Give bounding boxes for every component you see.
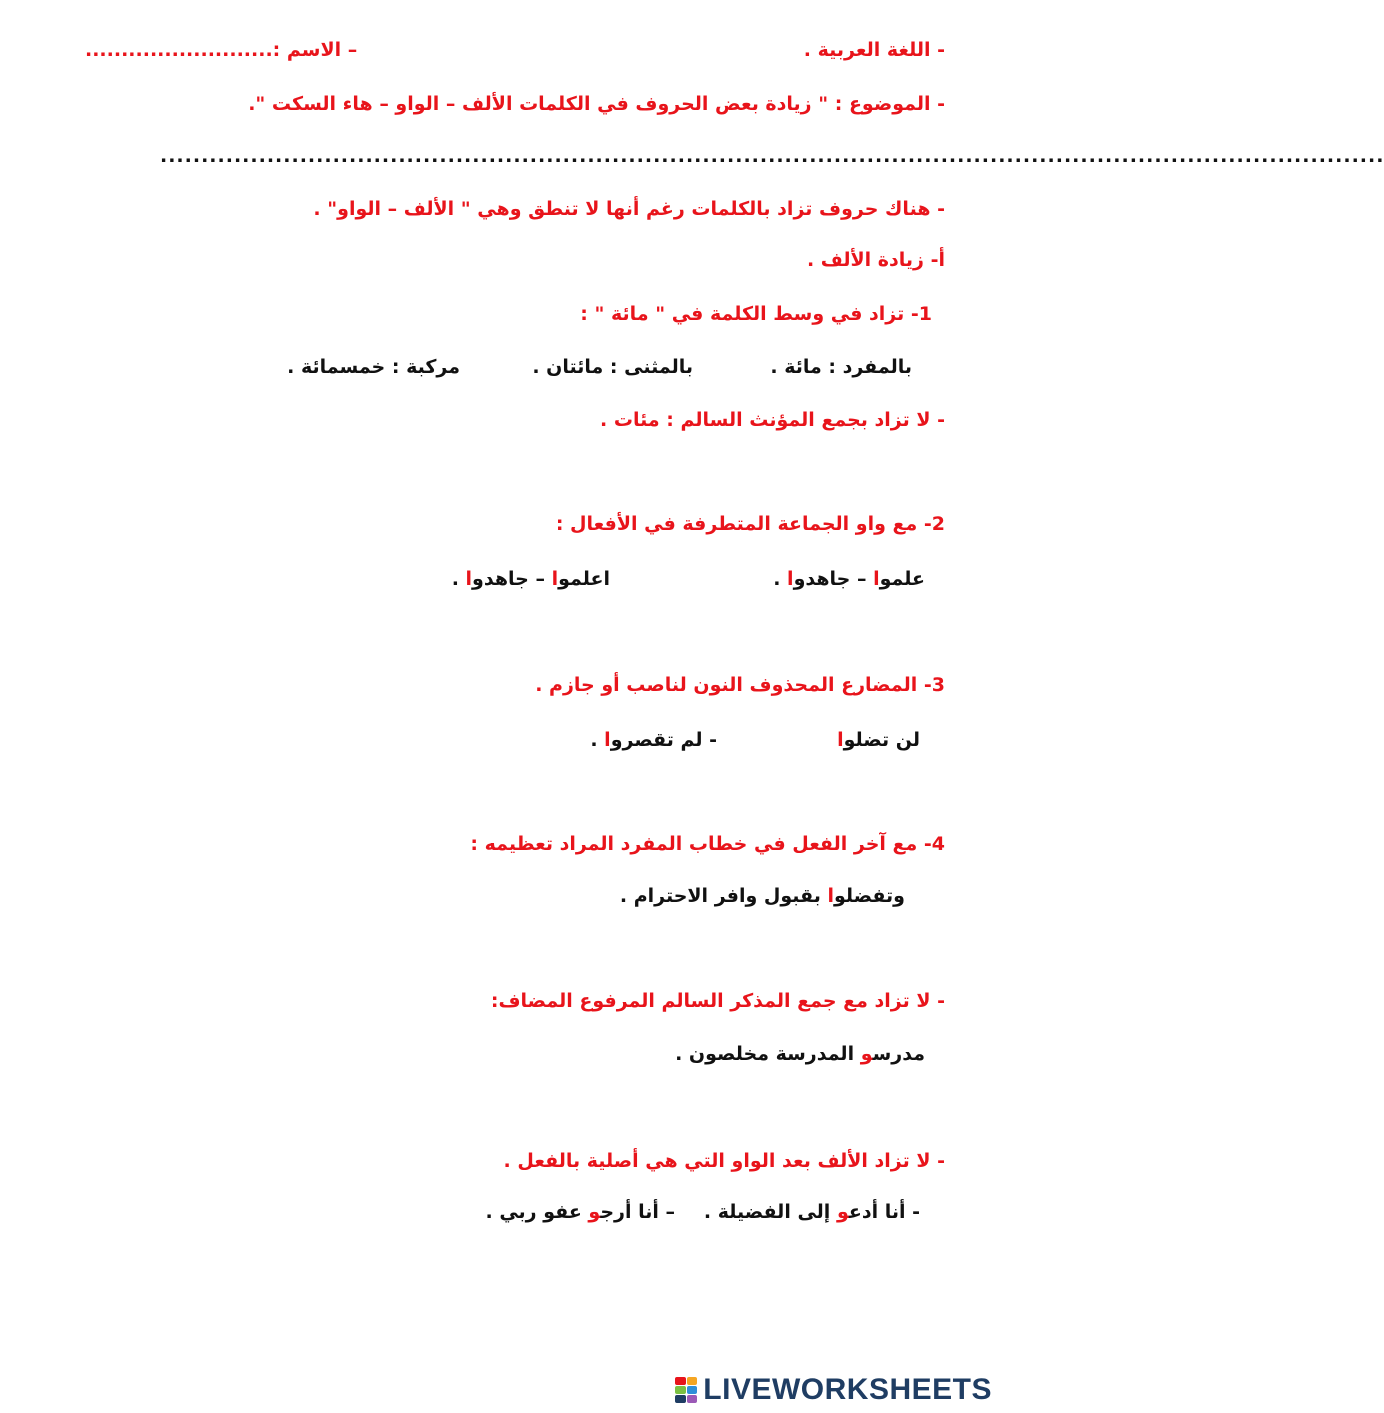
dotted-separator: ..................................................................................................................................................... [160, 145, 1384, 167]
rule5-example: مدرسو المدرسة مخلصون . [675, 1043, 925, 1065]
rule1-title: 1- تزاد في وسط الكلمة في " مائة " : [580, 303, 932, 325]
rule3-example-1: لن تضلوا [837, 729, 920, 751]
rule5-title: - لا تزاد مع جمع المذكر السالم المرفوع المضاف: [490, 990, 945, 1012]
subject-heading: - اللغة العربية . [803, 39, 945, 61]
rule4-title: 4- مع آخر الفعل في خطاب المفرد المراد تعظيمه : [470, 833, 945, 855]
liveworksheets-logo-icon [675, 1377, 697, 1403]
rule3-example-2: - لم تقصروا . [590, 729, 717, 751]
rule2-example-2: اعلموا – جاهدوا . [451, 568, 610, 590]
liveworksheets-brand-text: LIVEWORKSHEETS [703, 1373, 992, 1406]
rule2-title: 2- مع واو الجماعة المتطرفة في الأفعال : [555, 513, 945, 535]
rule6-example-1: - أنا أدعو إلى الفضيلة . [703, 1201, 920, 1223]
rule4-example: وتفضلوا بقبول وافر الاحترام . [619, 885, 905, 907]
name-field: – الاسم :.......................... [85, 39, 358, 61]
section-a-title: أ- زيادة الألف . [806, 249, 945, 271]
liveworksheets-logo[interactable] [675, 1373, 992, 1407]
rule3-title: 3- المضارع المحذوف النون لناصب أو جازم . [535, 674, 945, 696]
intro-text: - هناك حروف تزاد بالكلمات رغم أنها لا تنطق وهي " الألف – الواو" . [313, 198, 945, 220]
topic-heading: - الموضوع : " زيادة بعض الحروف في الكلمات الألف – الواو – هاء السكت ". [248, 93, 945, 115]
rule1-example-singular: بالمفرد : مائة . [770, 356, 912, 378]
rule1-example-dual: بالمثنى : مائتان . [532, 356, 693, 378]
rule6-example-2: – أنا أرجو عفو ربي . [485, 1201, 675, 1223]
rule1-exception: - لا تزاد بجمع المؤنث السالم : مئات . [600, 409, 945, 431]
rule1-example-compound: مركبة : خمسمائة . [287, 356, 460, 378]
rule6-title: - لا تزاد الألف بعد الواو التي هي أصلية بالفعل . [503, 1150, 945, 1172]
rule2-example-1: علموا – جاهدوا . [773, 568, 925, 590]
